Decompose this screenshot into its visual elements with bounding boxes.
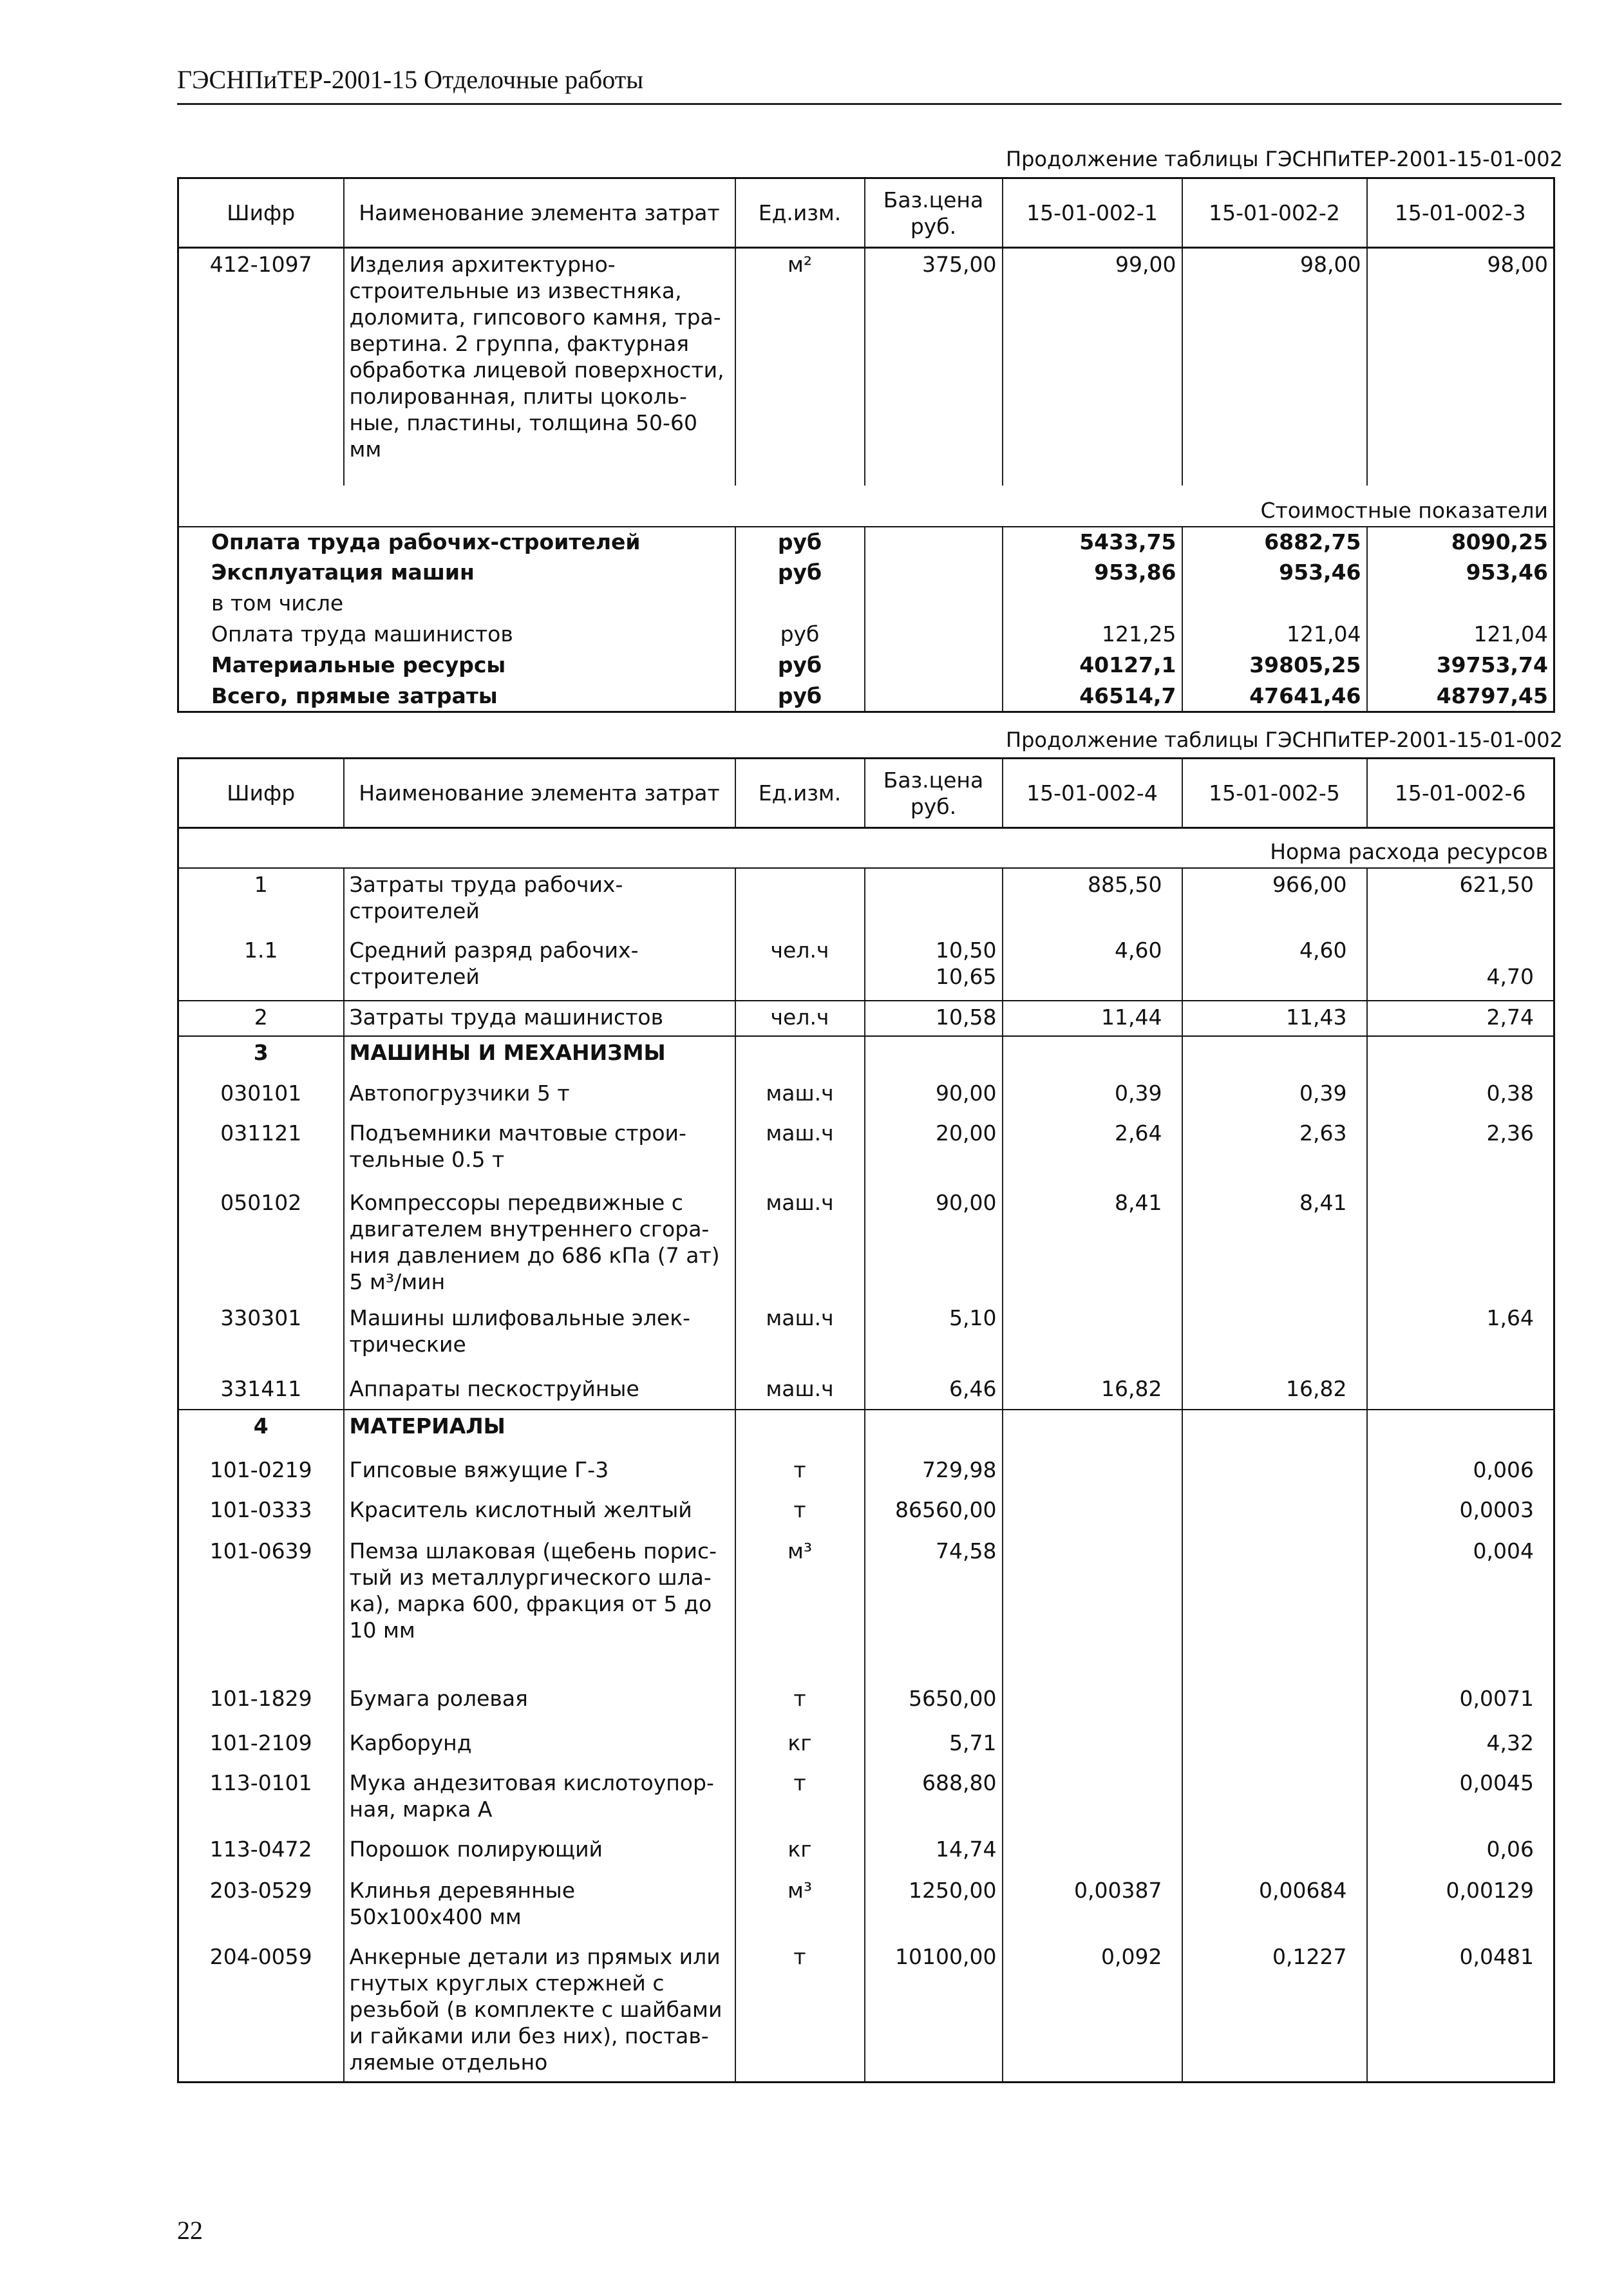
cell-base-price: 1250,00	[865, 1875, 1003, 1941]
cell-value-1: 0,092	[1003, 1941, 1182, 2083]
summary-row	[178, 558, 1554, 589]
cell-code: 113-0472	[178, 1833, 344, 1875]
cell-base-price: 729,98	[865, 1454, 1003, 1494]
cell-unit	[735, 589, 865, 619]
cell-unit: руб	[735, 527, 865, 558]
cell-unit: т	[735, 1767, 865, 1833]
cell-base-price	[865, 650, 1003, 681]
cell-value-1: 0,00387	[1003, 1875, 1182, 1941]
cell-indicator: Оплата труда рабочих-строителей	[211, 529, 641, 554]
table-row	[178, 1001, 1554, 1036]
cell-code: 101-2109	[178, 1727, 344, 1767]
cell-value-3: 8090,25	[1367, 527, 1554, 558]
summary-row	[178, 527, 1554, 558]
table-row	[178, 1535, 1554, 1683]
table-row	[178, 1077, 1554, 1117]
cell-code: 101-0639	[178, 1535, 344, 1683]
cell-indicator: Эксплуатация машин	[211, 559, 475, 585]
table-row	[178, 1410, 1554, 1454]
cell-code: 113-0101	[178, 1767, 344, 1833]
cell-value-2: 39805,25	[1182, 650, 1367, 681]
cell-base-price: 688,80	[865, 1767, 1003, 1833]
cell-value-1: 5433,75	[1003, 527, 1182, 558]
cell-value-1: 0,39	[1003, 1077, 1182, 1117]
cell-value-1	[1003, 1036, 1182, 1077]
column-header-code: Шифр	[178, 759, 344, 828]
cell-value-1: 46514,7	[1003, 681, 1182, 712]
table-row	[178, 1941, 1554, 2083]
cell-value-2	[1182, 1683, 1367, 1727]
cell-code: 1	[178, 868, 344, 934]
cell-name: Изделия архитектурно- строительные из известняка, доломита, гипсового камня, тра- вертина. 2 группа, фактурная обработка лицевой поверхности, полированная, плиты цоколь- ные, пластины, толщина 50-60 мм	[344, 248, 735, 486]
cell-unit: м²	[735, 248, 865, 486]
table-row	[178, 934, 1554, 1001]
summary-row	[178, 681, 1554, 712]
column-header-value-2: 15-01-002-5	[1182, 759, 1367, 828]
cell-value-2: 47641,46	[1182, 681, 1367, 712]
cell-value-1: 11,44	[1003, 1001, 1182, 1036]
cell-code: 4	[178, 1410, 344, 1454]
cell-unit: маш.ч	[735, 1117, 865, 1187]
cell-value-3: 621,50	[1367, 868, 1554, 934]
cell-indicator: Материальные ресурсы	[211, 652, 506, 677]
cell-value-2: 8,41	[1182, 1187, 1367, 1302]
cell-value-1: 121,25	[1003, 619, 1182, 650]
cell-unit: руб	[735, 558, 865, 589]
cell-base-price: 20,00	[865, 1117, 1003, 1187]
cell-name: Компрессоры передвижные с двигателем внутреннего сгора- ния давлением до 686 кПа (7 ат) 5 м³/мин	[344, 1187, 735, 1302]
cell-name: Мука андезитовая кислотоупор- ная, марка А	[344, 1767, 735, 1833]
cell-value-1: 8,41	[1003, 1187, 1182, 1302]
cell-value-3: 0,0481	[1367, 1941, 1554, 2083]
cell-indicator: Всего, прямые затраты	[211, 683, 498, 708]
summary-row	[178, 589, 1554, 619]
cell-code: 203-0529	[178, 1875, 344, 1941]
section-row	[178, 486, 1554, 527]
cell-value-2	[1182, 1410, 1367, 1454]
cell-base-price: 14,74	[865, 1833, 1003, 1875]
cell-value-2: 11,43	[1182, 1001, 1367, 1036]
cell-unit: м³	[735, 1535, 865, 1683]
column-header-code: Шифр	[178, 178, 344, 248]
cell-code: 101-0333	[178, 1494, 344, 1535]
column-header-value-1: 15-01-002-4	[1003, 759, 1182, 828]
cell-value-2: 6882,75	[1182, 527, 1367, 558]
cell-value-1	[1003, 1767, 1182, 1833]
cell-name: Подъемники мачтовые строи- тельные 0.5 т	[344, 1117, 735, 1187]
cell-name: Затраты труда машинистов	[344, 1001, 735, 1036]
table-row	[178, 1833, 1554, 1875]
cell-value-2: 0,00684	[1182, 1875, 1367, 1941]
summary-row	[178, 650, 1554, 681]
cell-value-3: 39753,74	[1367, 650, 1554, 681]
cell-value-1	[1003, 1833, 1182, 1875]
cell-name: Клинья деревянные 50x100x400 мм	[344, 1875, 735, 1941]
cell-base-price: 86560,00	[865, 1494, 1003, 1535]
cell-code: 031121	[178, 1117, 344, 1187]
cell-value-2	[1182, 589, 1367, 619]
cell-value-3: 0,004	[1367, 1535, 1554, 1683]
cell-name: Бумага ролевая	[344, 1683, 735, 1727]
cell-name: Машины шлифовальные элек- трические	[344, 1302, 735, 1373]
cell-base-price: 5,71	[865, 1727, 1003, 1767]
table2	[177, 757, 1555, 2083]
cell-code: 101-0219	[178, 1454, 344, 1494]
table-row	[178, 1117, 1554, 1187]
cell-base-price	[865, 1410, 1003, 1454]
cell-base-price	[865, 681, 1003, 712]
cell-value-1: 99,00	[1003, 248, 1182, 486]
column-header-value-1: 15-01-002-1	[1003, 178, 1182, 248]
cell-value-2: 966,00	[1182, 868, 1367, 934]
cell-indicator: в том числе	[211, 590, 344, 616]
table-row	[178, 1187, 1554, 1302]
cell-name: Анкерные детали из прямых или гнутых круглых стержней с резьбой (в комплекте с шайбами и гайками или без них), постав- ляемые отдельно	[344, 1941, 735, 2083]
cell-code: 030101	[178, 1077, 344, 1117]
table-row	[178, 1875, 1554, 1941]
table-row	[178, 1494, 1554, 1535]
cell-value-2	[1182, 1535, 1367, 1683]
cell-base-price: 375,00	[865, 248, 1003, 486]
cell-unit: чел.ч	[735, 934, 865, 1001]
header-rule	[177, 103, 1562, 105]
cell-code: 412-1097	[178, 248, 344, 486]
cell-base-price	[865, 558, 1003, 589]
cell-unit: кг	[735, 1833, 865, 1875]
table-row	[178, 1373, 1554, 1410]
column-header-value-2: 15-01-002-2	[1182, 178, 1367, 248]
cell-unit: маш.ч	[735, 1373, 865, 1410]
cell-value-3: 4,70	[1367, 934, 1554, 1001]
cell-value-3	[1367, 1373, 1554, 1410]
table1	[177, 177, 1555, 713]
cell-code: 2	[178, 1001, 344, 1036]
cell-value-1	[1003, 1727, 1182, 1767]
cell-value-2	[1182, 1833, 1367, 1875]
cell-unit: т	[735, 1941, 865, 2083]
cell-base-price	[865, 868, 1003, 934]
cell-name: Автопогрузчики 5 т	[344, 1077, 735, 1117]
column-header-base-price: Баз.цена руб.	[865, 759, 1003, 828]
section-label: Норма расхода ресурсов	[178, 828, 1554, 868]
cell-unit: т	[735, 1454, 865, 1494]
cell-name: МАШИНЫ И МЕХАНИЗМЫ	[344, 1036, 735, 1077]
cell-value-2	[1182, 1036, 1367, 1077]
cell-code: 050102	[178, 1187, 344, 1302]
cell-value-3: 0,0071	[1367, 1683, 1554, 1727]
column-header-name: Наименование элемента затрат	[344, 178, 735, 248]
table-row	[178, 1454, 1554, 1494]
table-row	[178, 248, 1554, 486]
cell-name: МАТЕРИАЛЫ	[344, 1410, 735, 1454]
cell-value-3: 2,74	[1367, 1001, 1554, 1036]
column-header-name: Наименование элемента затрат	[344, 759, 735, 828]
cell-value-2: 953,46	[1182, 558, 1367, 589]
cell-unit: руб	[735, 619, 865, 650]
cell-value-3: 4,32	[1367, 1727, 1554, 1767]
cell-unit: руб	[735, 650, 865, 681]
cell-value-3: 0,0003	[1367, 1494, 1554, 1535]
cell-unit: кг	[735, 1727, 865, 1767]
cell-name: Гипсовые вяжущие Г-3	[344, 1454, 735, 1494]
cell-base-price	[865, 527, 1003, 558]
cell-base-price	[865, 1036, 1003, 1077]
cell-value-3: 0,0045	[1367, 1767, 1554, 1833]
cell-name: Аппараты пескоструйные	[344, 1373, 735, 1410]
cell-base-price: 90,00	[865, 1187, 1003, 1302]
section-row	[178, 828, 1554, 868]
cell-unit	[735, 1036, 865, 1077]
cell-value-2: 0,1227	[1182, 1941, 1367, 2083]
cell-value-3: 121,04	[1367, 619, 1554, 650]
cell-code: 101-1829	[178, 1683, 344, 1727]
cell-value-3: 2,36	[1367, 1117, 1554, 1187]
cell-name: Порошок полирующий	[344, 1833, 735, 1875]
table-row	[178, 1767, 1554, 1833]
table-row	[178, 1036, 1554, 1077]
cell-code: 204-0059	[178, 1941, 344, 2083]
cell-value-3: 1,64	[1367, 1302, 1554, 1373]
cell-code: 330301	[178, 1302, 344, 1373]
cell-base-price: 74,58	[865, 1535, 1003, 1683]
cell-value-3: 0,00129	[1367, 1875, 1554, 1941]
cell-value-2: 0,39	[1182, 1077, 1367, 1117]
column-header-unit: Ед.изм.	[735, 759, 865, 828]
cell-value-3	[1367, 1036, 1554, 1077]
table1-caption: Продолжение таблицы ГЭСНПиТЕР-2001-15-01-002	[1006, 147, 1563, 171]
cell-name: Краситель кислотный желтый	[344, 1494, 735, 1535]
table-row	[178, 1727, 1554, 1767]
cell-unit: маш.ч	[735, 1187, 865, 1302]
column-header-value-3: 15-01-002-6	[1367, 759, 1554, 828]
cell-base-price: 5650,00	[865, 1683, 1003, 1727]
cell-value-1	[1003, 1494, 1182, 1535]
cell-base-price: 10,58	[865, 1001, 1003, 1036]
cell-value-1: 40127,1	[1003, 650, 1182, 681]
cell-code: 3	[178, 1036, 344, 1077]
cell-value-2	[1182, 1302, 1367, 1373]
cell-value-3	[1367, 589, 1554, 619]
cell-code: 1.1	[178, 934, 344, 1001]
cell-name: Пемза шлаковая (щебень порис- тый из металлургического шла- ка), марка 600, фракция от 5 до 10 мм	[344, 1535, 735, 1683]
cell-value-3: 0,006	[1367, 1454, 1554, 1494]
cell-value-3: 953,46	[1367, 558, 1554, 589]
cell-indicator: Оплата труда машинистов	[211, 621, 513, 647]
cell-value-3	[1367, 1410, 1554, 1454]
header-row	[178, 759, 1554, 828]
cell-value-2: 4,60	[1182, 934, 1367, 1001]
header-row	[178, 178, 1554, 248]
cell-unit: чел.ч	[735, 1001, 865, 1036]
cell-unit: т	[735, 1683, 865, 1727]
cell-code: 331411	[178, 1373, 344, 1410]
cell-value-1	[1003, 1454, 1182, 1494]
cell-value-1: 4,60	[1003, 934, 1182, 1001]
cell-value-1	[1003, 1410, 1182, 1454]
cell-base-price	[865, 589, 1003, 619]
cell-base-price: 6,46	[865, 1373, 1003, 1410]
cell-value-3: 98,00	[1367, 248, 1554, 486]
section-label: Стоимостные показатели	[178, 486, 1554, 527]
cell-unit: маш.ч	[735, 1077, 865, 1117]
cell-value-2	[1182, 1494, 1367, 1535]
table-row	[178, 1302, 1554, 1373]
running-head: ГЭСНПиТЕР-2001-15 Отделочные работы	[177, 65, 644, 94]
table-row	[178, 868, 1554, 934]
cell-base-price: 90,00	[865, 1077, 1003, 1117]
cell-value-2	[1182, 1767, 1367, 1833]
cell-value-1: 885,50	[1003, 868, 1182, 934]
cell-value-2	[1182, 1727, 1367, 1767]
cell-value-2: 2,63	[1182, 1117, 1367, 1187]
cell-unit: маш.ч	[735, 1302, 865, 1373]
table2-caption: Продолжение таблицы ГЭСНПиТЕР-2001-15-01-002	[1006, 728, 1563, 752]
summary-row	[178, 619, 1554, 650]
cell-value-1	[1003, 1302, 1182, 1373]
table-row	[178, 1683, 1554, 1727]
cell-value-1	[1003, 589, 1182, 619]
cell-value-1	[1003, 1535, 1182, 1683]
cell-unit	[735, 868, 865, 934]
cell-name: Затраты труда рабочих- строителей	[344, 868, 735, 934]
cell-unit: т	[735, 1494, 865, 1535]
cell-value-2: 16,82	[1182, 1373, 1367, 1410]
cell-base-price: 5,10	[865, 1302, 1003, 1373]
cell-value-1: 16,82	[1003, 1373, 1182, 1410]
cell-unit	[735, 1410, 865, 1454]
cell-value-2: 98,00	[1182, 248, 1367, 486]
column-header-base-price: Баз.цена руб.	[865, 178, 1003, 248]
cell-value-1: 953,86	[1003, 558, 1182, 589]
cell-value-3	[1367, 1187, 1554, 1302]
cell-unit: м³	[735, 1875, 865, 1941]
cell-value-3: 0,38	[1367, 1077, 1554, 1117]
column-header-unit: Ед.изм.	[735, 178, 865, 248]
cell-value-2	[1182, 1454, 1367, 1494]
cell-unit: руб	[735, 681, 865, 712]
cell-base-price: 10100,00	[865, 1941, 1003, 2083]
cell-value-1: 2,64	[1003, 1117, 1182, 1187]
cell-name: Средний разряд рабочих- строителей	[344, 934, 735, 1001]
cell-value-3: 0,06	[1367, 1833, 1554, 1875]
column-header-value-3: 15-01-002-3	[1367, 178, 1554, 248]
page-number: 22	[177, 2216, 203, 2245]
cell-value-3: 48797,45	[1367, 681, 1554, 712]
cell-base-price: 10,50 10,65	[865, 934, 1003, 1001]
cell-value-1	[1003, 1683, 1182, 1727]
cell-base-price	[865, 619, 1003, 650]
cell-value-2: 121,04	[1182, 619, 1367, 650]
cell-name: Карборунд	[344, 1727, 735, 1767]
